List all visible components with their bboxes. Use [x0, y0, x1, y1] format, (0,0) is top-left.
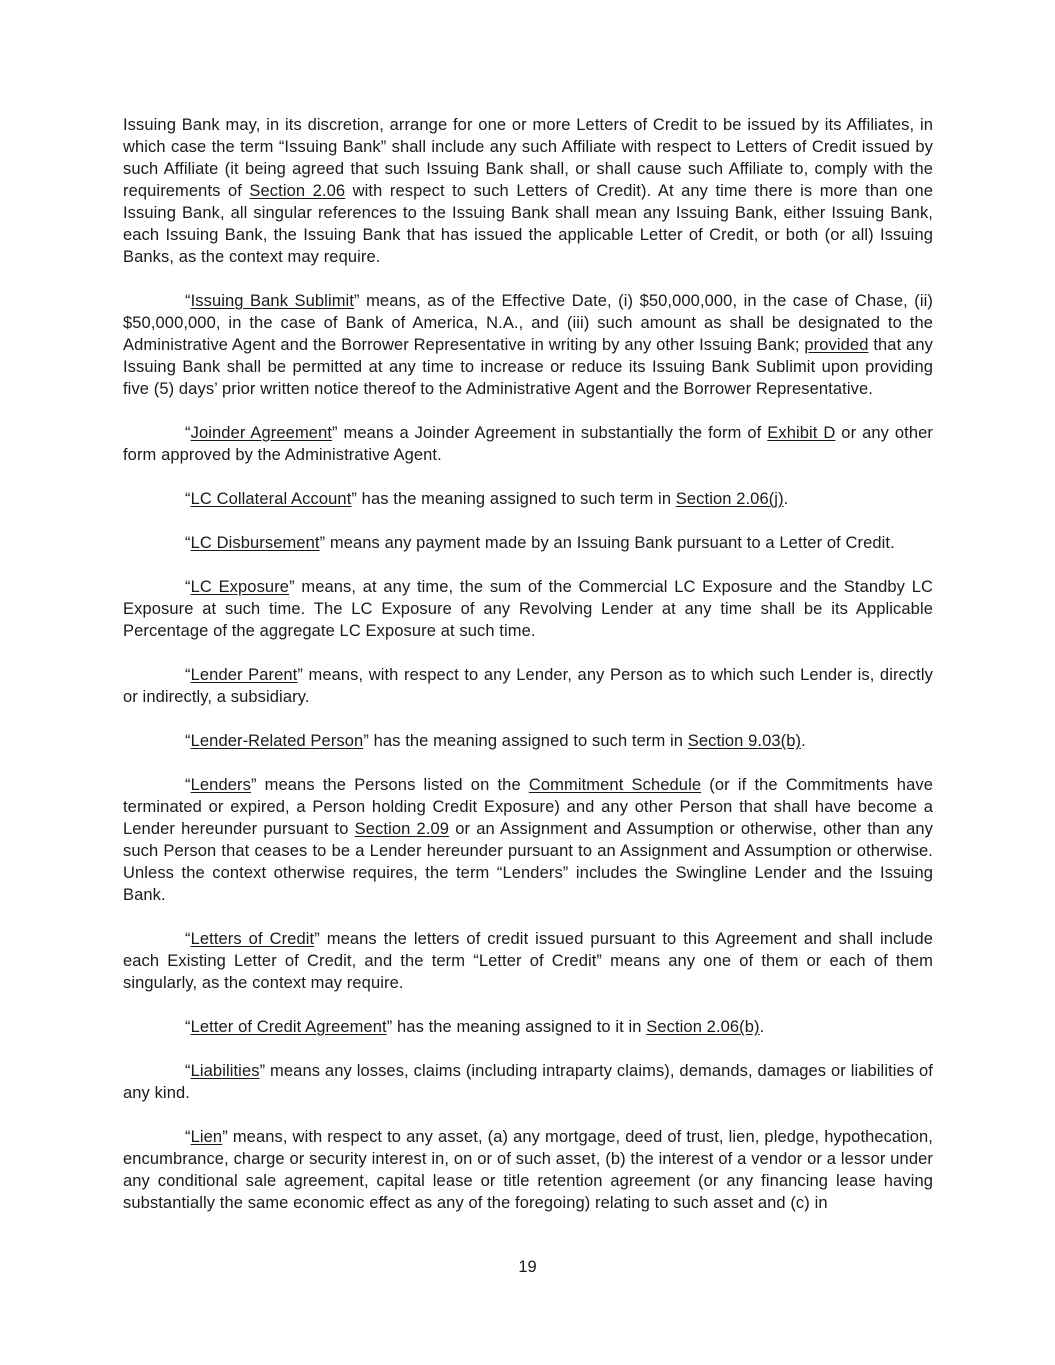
text-run: “	[185, 578, 191, 596]
text-run: “	[185, 490, 191, 508]
underlined-term: Section 9.03(b)	[687, 732, 802, 750]
text-run: .	[783, 490, 789, 508]
text-run: “	[185, 1018, 191, 1036]
text-run: that any Issuing Bank shall be permitted at any time to increase or reduce its Issuing Bank Sublimit upon providing five (5) days’ prior written notice thereof to the Administrative Agent and the Borrower Representative.	[123, 336, 933, 398]
paragraph	[123, 532, 933, 554]
text-run: ” has the meaning assigned to such term in	[351, 490, 676, 508]
underlined-term: Commitment Schedule	[528, 776, 702, 794]
underlined-term: Liabilities	[190, 1062, 260, 1080]
text-run: ” means, with respect to any Lender, any Person as to which such Lender is, directly or indirectly, a subsidiary.	[123, 666, 933, 706]
paragraph	[123, 114, 933, 268]
paragraph	[123, 576, 933, 642]
underlined-term: Letter of Credit Agreement	[190, 1018, 387, 1036]
document-body	[123, 114, 933, 1236]
underlined-term: LC Exposure	[190, 578, 290, 596]
underlined-term: Exhibit D	[767, 424, 836, 442]
underlined-term: Lien	[190, 1128, 223, 1146]
text-run: .	[759, 1018, 765, 1036]
text-run: ” means, at any time, the sum of the Commercial LC Exposure and the Standby LC Exposure at such time. The LC Exposure of any Revolving Lender at any time shall be its Applicable Percentage of the aggregate LC Exposure at such time.	[123, 578, 933, 640]
text-run: ” means the letters of credit issued pursuant to this Agreement and shall include each Existing Letter of Credit, and the term “Letter of Credit” means any one of them or each of them singularly, as the context may require.	[123, 930, 933, 992]
text-run: “	[185, 424, 191, 442]
paragraph	[123, 488, 933, 510]
paragraph	[123, 928, 933, 994]
paragraph	[123, 1060, 933, 1104]
underlined-term: Section 2.06(b)	[646, 1018, 760, 1036]
text-run: or an Assignment and Assumption or otherwise, other than any such Person that ceases to be a Lender hereunder pursuant to an Assignment and Assumption or otherwise. Unless the context otherwise requires, the term “Lenders” includes the Swingline Lender and the Issuing Bank.	[123, 820, 933, 904]
paragraph	[123, 1126, 933, 1214]
text-run: “	[185, 930, 191, 948]
text-run: with respect to such Letters of Credit). At any time there is more than one Issuing Bank, all singular references to the Issuing Bank shall mean any Issuing Bank, either Issuing Bank, each Issuing Bank, the Issuing Bank that has issued the applicable Letter of Credit, or both (or all) Issuing Banks, as the context may require.	[123, 182, 934, 266]
text-run: “	[185, 1062, 191, 1080]
text-run: ” means, as of the Effective Date, (i) $50,000,000, in the case of Chase, (ii) $50,000,000, in the case of Bank of America, N.A., and (iii) such amount as shall be designated to the Administrative Agent and the Borrower Representative in writing by any other Issuing Bank;	[123, 292, 933, 354]
text-run: “	[185, 534, 191, 552]
paragraph	[123, 422, 933, 466]
underlined-term: Section 2.06(j)	[675, 490, 784, 508]
text-run: ” means the Persons listed on the	[250, 776, 529, 794]
text-run: “	[185, 666, 191, 684]
text-run: ” means, with respect to any asset, (a) any mortgage, deed of trust, lien, pledge, hypothecation, encumbrance, charge or security interest in, on or of such asset, (b) the interest of a vendor or a lessor under any conditional sale agreement, capital lease or title retention agreement (or any financing lease having substantially the same economic effect as any of the foregoing) relating to such asset and (c) in	[123, 1128, 933, 1212]
text-run: “	[185, 1128, 191, 1146]
underlined-term: Joinder Agreement	[190, 424, 333, 442]
text-run: ” means a Joinder Agreement in substantially the form of	[332, 424, 768, 442]
underlined-term: LC Collateral Account	[190, 490, 352, 508]
underlined-term: LC Disbursement	[190, 534, 320, 552]
underlined-term: Lender Parent	[190, 666, 298, 684]
text-run: ” has the meaning assigned to it in	[386, 1018, 647, 1036]
text-run: .	[801, 732, 806, 750]
paragraph	[123, 664, 933, 708]
text-run: “	[185, 732, 191, 750]
underlined-term: Section 2.09	[354, 820, 450, 838]
page-number: 19	[518, 1258, 537, 1276]
text-run: ” means any losses, claims (including intraparty claims), demands, damages or liabilities of any kind.	[123, 1062, 933, 1102]
paragraph	[123, 1016, 933, 1038]
text-run: ” means any payment made by an Issuing Bank pursuant to a Letter of Credit.	[319, 534, 895, 552]
text-run: “	[185, 776, 191, 794]
underlined-term: Lenders	[190, 776, 251, 794]
text-run: ” has the meaning assigned to such term in	[363, 732, 688, 750]
underlined-term: Issuing Bank Sublimit	[190, 292, 355, 310]
underlined-term: provided	[804, 336, 869, 354]
text-run: Issuing Bank may, in its discretion, arrange for one or more Letters of Credit to be issued by its Affiliates, in which case the term “Issuing Bank” shall include any such Affiliate with respect to Letters of Credit issued by such Affiliate (it being agreed that such Issuing Bank shall, or shall cause such Affiliate to, comply with the requirements of	[123, 116, 933, 200]
underlined-term: Section 2.06	[249, 182, 346, 200]
text-run: or any other form approved by the Administrative Agent.	[123, 424, 934, 464]
text-run: “	[185, 292, 191, 310]
paragraph	[123, 774, 933, 906]
paragraph	[123, 290, 933, 400]
paragraph	[123, 730, 933, 752]
underlined-term: Letters of Credit	[190, 930, 315, 948]
text-run: (or if the Commitments have terminated or expired, a Person holding Credit Exposure) and any other Person that shall have become a Lender hereunder pursuant to	[123, 776, 933, 838]
underlined-term: Lender-Related Person	[190, 732, 364, 750]
